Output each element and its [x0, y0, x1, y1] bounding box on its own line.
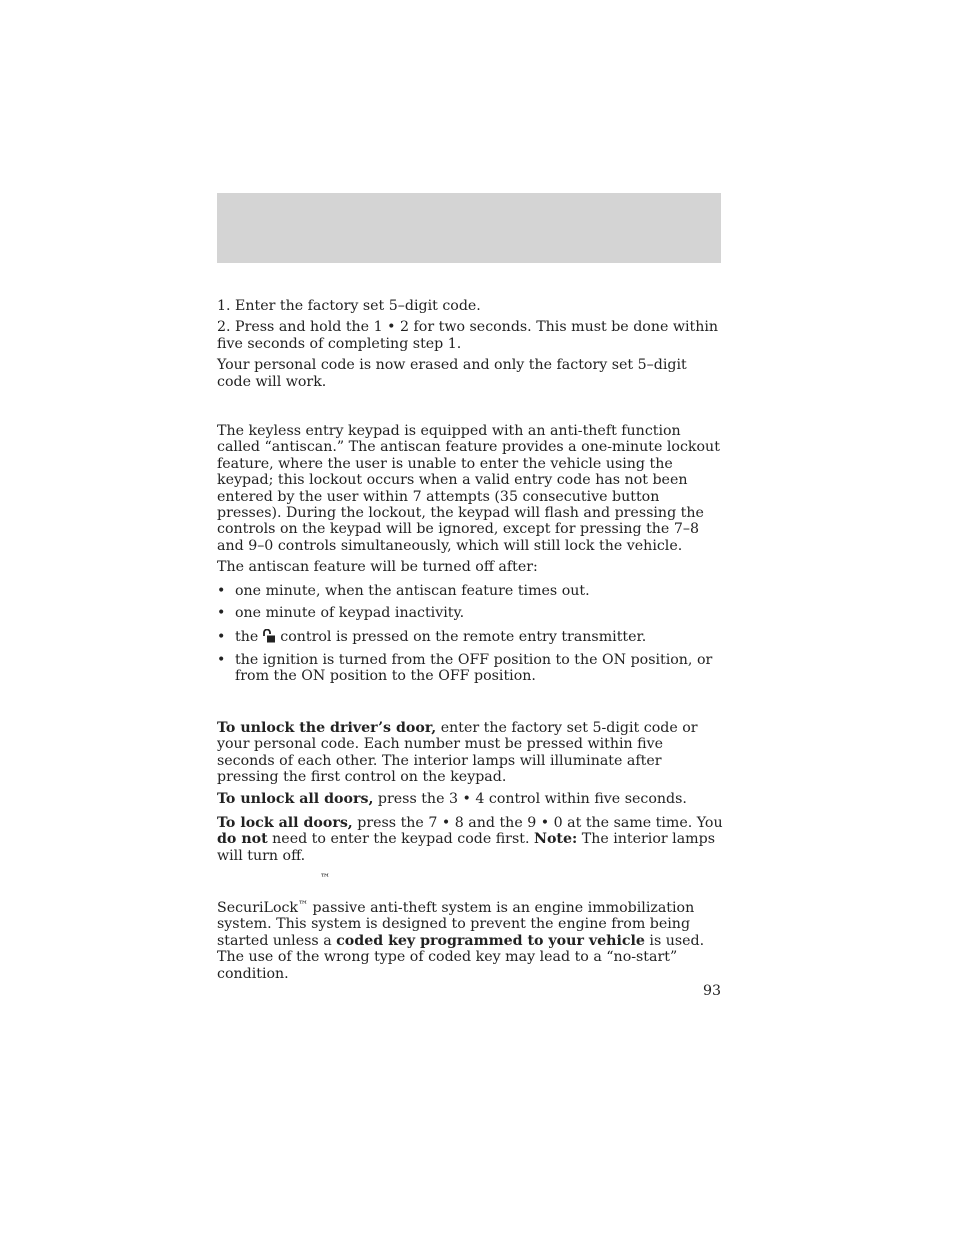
note-bold: Note:	[533, 831, 578, 848]
trademark-symbol: ™	[320, 872, 330, 884]
antiscan-bullet-2	[217, 605, 723, 621]
section-header-band	[217, 193, 721, 263]
securilock-heading-mark	[217, 872, 723, 888]
unlock-driver-bold: To unlock the driver’s door,	[217, 719, 437, 736]
lock-all-text-1: press the 7 • 8 and the 9 • 0 at the same time. You	[352, 814, 723, 831]
bullet-dot: •	[217, 605, 226, 622]
page-number: 93	[702, 983, 721, 999]
lock-all-doors-paragraph	[217, 815, 723, 864]
unlock-all-text: press the 3 • 4 control within five seconds.	[373, 791, 687, 808]
erase-step-1: 1. Enter the factory set 5–digit code.	[217, 298, 481, 314]
bullet-dot: •	[217, 651, 226, 668]
lock-all-text-2: need to enter the keypad code first.	[267, 831, 534, 848]
unlock-driver-text: enter the factory set 5-digit code or your personal code. Each number must be pressed within five seconds of each other. The interior lamps will illuminate after pressing the first control on the keypad.	[217, 719, 698, 785]
unlock-all-bold: To unlock all doors,	[217, 791, 374, 808]
antiscan-bullet-4	[217, 652, 723, 685]
securilock-paragraph	[217, 898, 723, 982]
securilock-name: SecuriLock	[217, 899, 299, 916]
bullet-text-pre: the	[235, 628, 259, 645]
note-text: The interior lamps will turn off.	[217, 831, 715, 864]
lock-all-bold: To lock all doors,	[217, 814, 353, 831]
trademark-symbol: ™	[298, 899, 309, 911]
securilock-text-1: passive anti-theft system is an engine immobilization system. This system is designed to prevent the engine from being started unless a	[217, 899, 695, 949]
erase-result: Your personal code is now erased and only the factory set 5–digit code will work.	[217, 357, 687, 390]
bullet-text: one minute of keypad inactivity.	[235, 605, 465, 622]
bullet-text-post: control is pressed on the remote entry transmitter.	[280, 628, 647, 645]
unlock-driver-door-paragraph	[217, 720, 723, 786]
securilock-bold: coded key programmed to your vehicle	[336, 932, 645, 949]
antiscan-bullet-3	[217, 629, 723, 645]
bullet-dot: •	[217, 628, 226, 645]
page-content	[217, 298, 723, 982]
unlock-icon	[262, 629, 276, 643]
lock-all-bold-2: do not	[217, 831, 268, 848]
unlock-all-doors-paragraph	[217, 791, 723, 807]
bullet-text: one minute, when the antiscan feature times out.	[235, 582, 590, 599]
erase-step-2: 2. Press and hold the 1 • 2 for two seconds. This must be done within five seconds of completing step 1.	[217, 319, 719, 352]
bullet-dot: •	[217, 582, 226, 599]
bullet-text: the ignition is turned from the OFF position to the ON position, or from the ON position to the OFF position.	[235, 651, 713, 685]
antiscan-off-intro: The antiscan feature will be turned off after:	[217, 559, 538, 576]
securilock-text-2: is used. The use of the wrong type of coded key may lead to a “no-start” condition.	[217, 932, 705, 982]
antiscan-bullet-1	[217, 583, 723, 599]
antiscan-intro: The keyless entry keypad is equipped with an anti-theft function called “antiscan.” The antiscan feature provides a one-minute lockout feature, where the user is unable to enter the vehicle using the keypad; this lockout occurs when a valid entry code has not been entered by the user within 7 attempts (35 consecutive button presses). During the lockout, the keypad will flash and pressing the controls on the keypad will be ignored, except for pressing the 7–8 and 9–0 controls simultaneously, which will still lock the vehicle.	[217, 423, 720, 554]
